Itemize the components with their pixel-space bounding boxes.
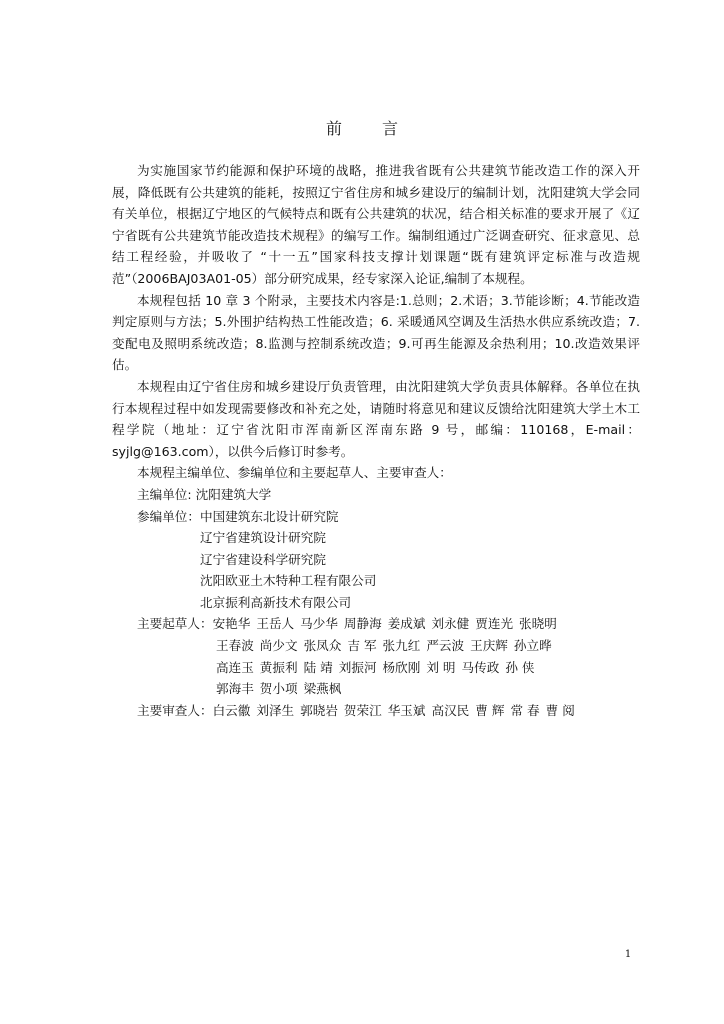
drafter-name: 吉 军 xyxy=(347,638,377,654)
drafter-name: 张凤众 xyxy=(303,638,342,654)
title-char-right: 言 xyxy=(382,119,399,138)
reviewer-name: 刘泽生 xyxy=(256,702,295,718)
participating-unit-line xyxy=(112,570,640,592)
participating-unit-line xyxy=(112,506,640,528)
drafter-name: 刘 明 xyxy=(426,659,456,675)
reviewer-name: 高汉民 xyxy=(431,702,470,718)
drafter-name: 贾连光 xyxy=(475,616,514,632)
participating-unit: 中国建筑东北设计研究院 xyxy=(199,508,339,524)
units-intro: 本规程主编单位、参编单位和主要起草人、主要审查人： xyxy=(137,465,452,481)
drafter-name: 王春波 xyxy=(216,638,254,654)
reviewer-name: 华玉斌 xyxy=(387,702,426,718)
reviewers-line xyxy=(112,700,640,722)
drafter-name: 贺小项 xyxy=(259,681,298,697)
drafter-name: 张九红 xyxy=(382,638,421,654)
paragraph-contents: 本规程包括 10 章 3 个附录，主要技术内容是:1.总则；2.术语；3.节能诊断；4.节能改造判定原则与方法；5.外围护结构热工性能改造；6. 采暖通风空调及生活热水供应系统改造；7. 变配电及照明系统改造；8.监测与控制系统改造；9.可再生能源及余热利用；10.改造效果评估。 xyxy=(112,292,640,373)
drafter-name: 孙 侠 xyxy=(505,659,535,675)
reviewer-name: 曹 辉 xyxy=(475,702,505,718)
drafter-name: 安艳华 xyxy=(212,616,251,632)
participating-unit-line xyxy=(112,592,640,614)
drafters-line xyxy=(112,657,640,679)
page-title xyxy=(0,116,724,139)
title-char-left: 前 xyxy=(325,119,342,138)
drafter-name: 王岳人 xyxy=(256,616,295,632)
reviewers-label: 主要审查人： xyxy=(137,702,213,718)
drafter-name: 严云波 xyxy=(426,638,465,654)
drafter-name: 张晓明 xyxy=(519,616,557,632)
drafter-name: 郭海丰 xyxy=(216,681,254,697)
reviewer-name: 常 春 xyxy=(510,702,540,718)
paragraph-purpose: 为实施国家节约能源和保护环境的战略，推进我省既有公共建筑节能改造工作的深入开展，降低既有公共建筑的能耗，按照辽宁省住房和城乡建设厅的编制计划，沈阳建筑大学会同有关单位，根据辽宁地区的气候特点和既有公共建筑的状况，结合相关标准的要求开展了《辽宁省既有公共建筑节能改造技术规程》的编写工作。编制组通过广泛调查研究、征求意见、总结工程经验，并吸收了 “十一五”国家科技支撑计划课题“既有建筑评定标准与改造规范”（2006BAJ03A01-05）部分研究成果，经专家深入论证,编制了本规程。 xyxy=(112,163,640,286)
reviewer-name: 贺荣江 xyxy=(343,702,382,718)
drafter-name: 杨欣刚 xyxy=(382,659,421,675)
drafter-name: 周静海 xyxy=(343,616,382,632)
drafter-name: 黄振利 xyxy=(259,659,298,675)
drafter-name: 陆 靖 xyxy=(303,659,333,675)
page-number: 1 xyxy=(624,949,632,960)
drafter-name: 尚少文 xyxy=(259,638,298,654)
drafter-name: 王庆辉 xyxy=(470,638,508,654)
drafter-name: 姜成斌 xyxy=(387,616,426,632)
drafters-line xyxy=(112,678,640,700)
drafters-line xyxy=(112,635,640,657)
participating-unit-line xyxy=(112,527,640,549)
reviewer-name: 郭晓岩 xyxy=(300,702,338,718)
participating-label: 参编单位： xyxy=(137,508,200,524)
participating-unit: 沈阳欧亚土木特种工程有限公司 xyxy=(200,573,377,589)
drafter-name: 孙立晔 xyxy=(513,638,552,654)
chief-unit: 沈阳建筑大学 xyxy=(195,486,272,502)
participating-unit: 北京振利高新技术有限公司 xyxy=(200,594,352,610)
chief-unit-line xyxy=(112,484,640,506)
drafter-name: 马少华 xyxy=(300,616,338,632)
drafters-line xyxy=(112,613,640,635)
drafter-name: 高连玉 xyxy=(216,659,254,675)
participating-unit: 辽宁省建设科学研究院 xyxy=(200,551,326,567)
drafter-name: 刘振河 xyxy=(338,659,377,675)
drafter-name: 梁燕枫 xyxy=(303,681,342,697)
reviewer-name: 曹 阅 xyxy=(545,702,575,718)
drafter-name: 刘永健 xyxy=(431,616,470,632)
chief-unit-label: 主编单位: xyxy=(137,486,196,502)
participating-unit: 辽宁省建筑设计研究院 xyxy=(200,530,326,546)
drafters-label: 主要起草人： xyxy=(137,616,213,632)
drafter-name: 马传政 xyxy=(461,659,500,675)
reviewer-name: 白云徽 xyxy=(212,702,251,718)
preface-body xyxy=(112,160,640,721)
paragraph-management: 本规程由辽宁省住房和城乡建设厅负责管理，由沈阳建筑大学负责具体解释。各单位在执行本规程过程中如发现需要修改和补充之处，请随时将意见和建议反馈给沈阳建筑大学土木工程学院（地址：辽宁省沈阳市浑南新区浑南东路 9 号，邮编：110168，E-mail：syjlg@163.com），以供今后修订时参考。 xyxy=(112,378,640,459)
participating-unit-line xyxy=(112,549,640,571)
